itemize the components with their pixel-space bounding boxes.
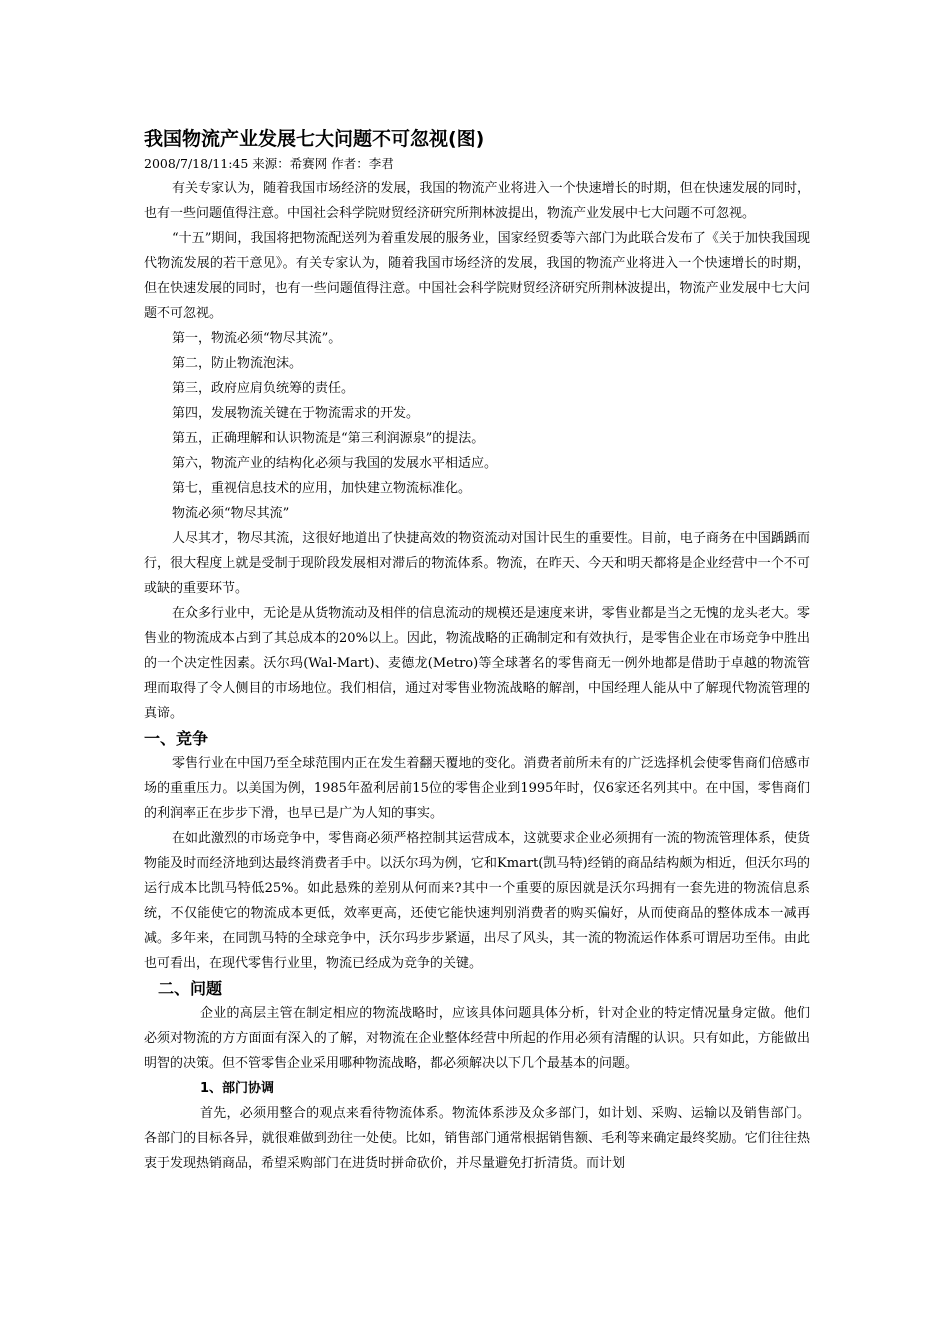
article-meta: 2008/7/18/11:45 来源：希赛网 作者：李君	[144, 156, 394, 171]
section-heading-competition: 一、竞争	[144, 729, 209, 748]
list-item: 第六，物流产业的结构化必须与我国的发展水平相适应。	[172, 456, 498, 471]
body-paragraph: 在众多行业中，无论是从货物流动及相伴的信息流动的规模还是速度来讲，零售业都是当之无愧的龙头老大。零售业的物流成本占到了其总成本的20%以上。因此，物流战略的正确制定和有效执行，是零售企业在市场竞争中胜出的一个决定性因素。沃尔玛(Wal-Mart)、麦德龙(Metro)等全球著名的零售商无一例外地都是借助于卓越的物流管理而取得了令人侧目的市场地位。我们相信，通过对零售业物流战略的解剖，中国经理人能从中了解现代物流管理的真谛。	[144, 606, 810, 721]
body-paragraph: 人尽其才，物尽其流，这很好地道出了快捷高效的物资流动对国计民生的重要性。目前，电子商务在中国踽踽而行，很大程度上就是受制于现阶段发展相对滞后的物流体系。物流，在昨天、今天和明天都将是企业经营中一个不可或缺的重要环节。	[144, 531, 810, 596]
list-item: 第一，物流必须“物尽其流”。	[172, 331, 342, 346]
subsection-heading-coordination: 1、部门协调	[200, 1081, 275, 1096]
list-item: 第四，发展物流关键在于物流需求的开发。	[172, 406, 420, 421]
list-item: 第七，重视信息技术的应用，加快建立物流标准化。	[172, 481, 472, 496]
intro-paragraph: 有关专家认为，随着我国市场经济的发展，我国的物流产业将进入一个快速增长的时期，但在快速发展的同时，也有一些问题值得注意。中国社会科学院财贸经济研究所荆林波提出，物流产业发展中七大问题不可忽视。	[144, 181, 810, 221]
body-paragraph: 企业的高层主管在制定相应的物流战略时，应该具体问题具体分析，针对企业的特定情况量身定做。他们必须对物流的方方面面有深入的了解，对物流在企业整体经营中所起的作用必须有清醒的认识。只有如此，方能做出明智的决策。但不管零售企业采用哪种物流战略，都必须解决以下几个最基本的问题。	[144, 1006, 810, 1071]
body-paragraph: 零售行业在中国乃至全球范围内正在发生着翻天覆地的变化。消费者前所未有的广泛选择机会使零售商们倍感市场的重重压力。以美国为例，1985年盈利居前15位的零售企业到1995年时，仅6家还名列其中。在中国，零售商们的利润率正在步步下滑，也早已是广为人知的事实。	[144, 756, 810, 821]
list-item: 第三，政府应肩负统筹的责任。	[172, 381, 355, 396]
document-page	[144, 124, 810, 1176]
list-item: 第五，正确理解和认识物流是“第三利润源泉”的提法。	[172, 431, 485, 446]
section-heading-problems: 二、问题	[158, 979, 223, 998]
body-paragraph: 在如此激烈的市场竞争中，零售商必须严格控制其运营成本，这就要求企业必须拥有一流的物流管理体系，使货物能及时而经济地到达最终消费者手中。以沃尔玛为例，它和Kmart(凯马特)经销的商品结构颇为相近，但沃尔玛的运行成本比凯马特低25%。如此悬殊的差别从何而来?其中一个重要的原因就是沃尔玛拥有一套先进的物流信息系统，不仅能使它的物流成本更低，效率更高，还使它能快速判别消费者的购买偏好，从而使商品的整体成本一减再减。多年来，在同凯马特的全球竞争中，沃尔玛步步紧逼，出尽了风头，其一流的物流运作体系可谓居功至伟。由此也可看出，在现代零售行业里，物流已经成为竞争的关键。	[144, 831, 810, 971]
article-title: 我国物流产业发展七大问题不可忽视(图)	[144, 128, 485, 150]
list-item: 第二，防止物流泡沫。	[172, 356, 303, 371]
subtitle-line: 物流必须“物尽其流”	[172, 506, 290, 521]
intro-paragraph: “十五”期间，我国将把物流配送列为着重发展的服务业，国家经贸委等六部门为此联合发布了《关于加快我国现代物流发展的若干意见》。有关专家认为，随着我国市场经济的发展，我国的物流产业将进入一个快速增长的时期，但在快速发展的同时，也有一些问题值得注意。中国社会科学院财贸经济研究所荆林波提出，物流产业发展中七大问题不可忽视。	[144, 231, 810, 321]
body-paragraph: 首先，必须用整合的观点来看待物流体系。物流体系涉及众多部门，如计划、采购、运输以及销售部门。各部门的目标各异，就很难做到劲往一处使。比如，销售部门通常根据销售额、毛利等来确定最终奖励。它们往往热衷于发现热销商品，希望采购部门在进货时拼命砍价，并尽量避免打折清货。而计划	[144, 1106, 810, 1171]
